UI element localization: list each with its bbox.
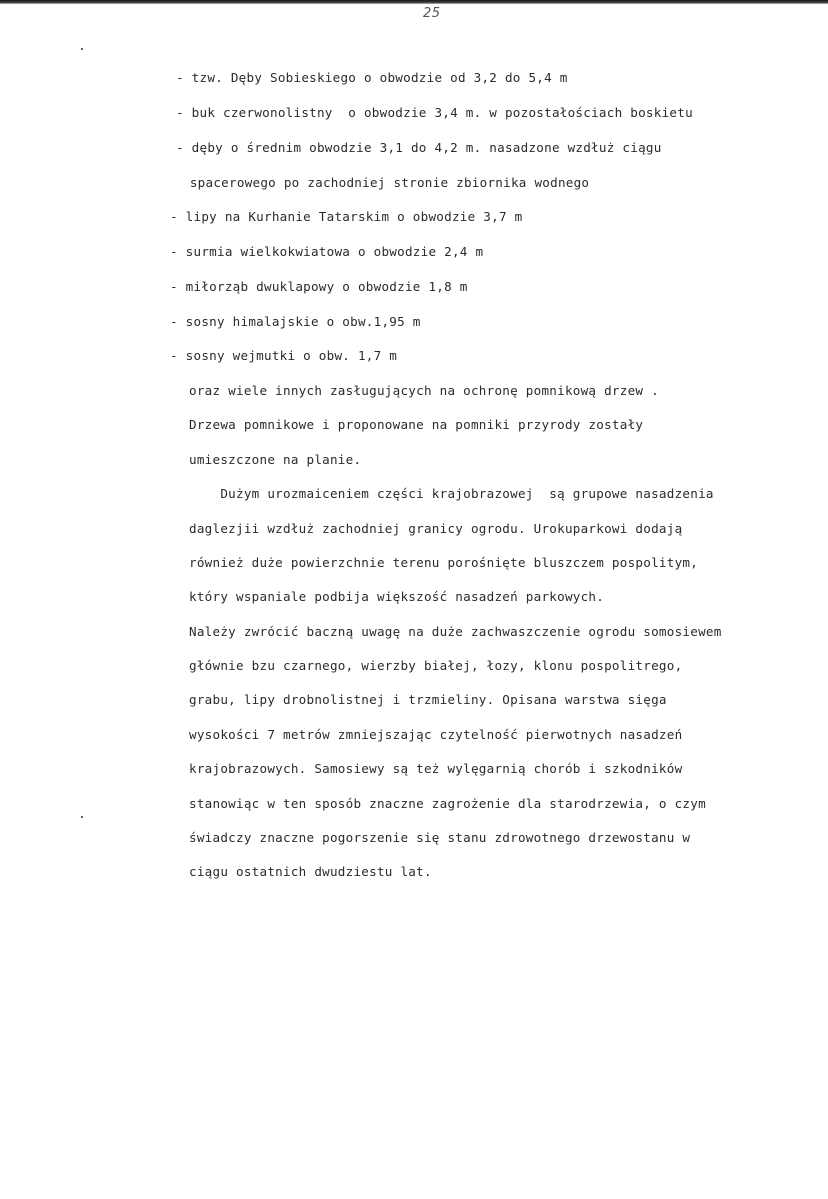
paragraph-line: umieszczone na planie. [189,452,362,467]
paragraph-line: również duże powierzchnie terenu porośnięte bluszczem pospolitym, [189,555,699,570]
list-item: - surmia wielkokwiatowa o obwodzie 2,4 m [170,244,484,259]
paragraph-line: Drzewa pomnikowe i proponowane na pomniki przyrody zostały [189,417,644,432]
scan-top-edge [0,0,828,4]
list-item: - buk czerwonolistny o obwodzie 3,4 m. w pozostałościach boskietu [176,105,693,120]
list-item: - lipy na Kurhanie Tatarskim o obwodzie 3,7 m [170,209,523,224]
paragraph-line: Dużym urozmaiceniem części krajobrazowej są grupowe nasadzenia [189,486,714,501]
list-item: - dęby o średnim obwodzie 3,1 do 4,2 m. nasadzone wzdłuż ciągu [176,140,662,155]
paragraph-line: który wspaniale podbija większość nasadzeń parkowych. [189,589,605,604]
paragraph-line: wysokości 7 metrów zmniejszając czytelność pierwotnych nasadzeń [189,727,683,742]
list-item-continuation: spacerowego po zachodniej stronie zbiornika wodnego [182,175,590,190]
list-item: - tzw. Dęby Sobieskiego o obwodzie od 3,2 do 5,4 m [176,70,568,85]
paragraph-line: daglezjii wzdłuż zachodniej granicy ogrodu. Urokuparkowi dodają [189,521,683,536]
list-item: - sosny wejmutki o obw. 1,7 m [170,348,398,363]
margin-speck [81,48,83,50]
paragraph-line: ciągu ostatnich dwudziestu lat. [189,864,432,879]
list-item: - sosny himalajskie o obw.1,95 m [170,314,421,329]
paragraph-line: głównie bzu czarnego, wierzby białej, łozy, klonu pospolitrego, [189,658,683,673]
paragraph-line: krajobrazowych. Samosiewy są też wylęgarnią chorób i szkodników [189,761,683,776]
paragraph-line: Należy zwrócić baczną uwagę na duże zachwaszczenie ogrodu somosiewem [189,624,722,639]
paragraph-line: stanowiąc w ten sposób znaczne zagrożenie dla starodrzewia, o czym [189,796,706,811]
list-item: - miłorząb dwuklapowy o obwodzie 1,8 m [170,279,468,294]
paragraph-line: świadczy znaczne pogorszenie się stanu zdrowotnego drzewostanu w [189,830,691,845]
paragraph-line: oraz wiele innych zasługujących na ochronę pomnikową drzew . [189,383,659,398]
margin-speck [81,816,83,818]
paragraph-line: grabu, lipy drobnolistnej i trzmieliny. Opisana warstwa sięga [189,692,667,707]
page-number: 25 [423,6,441,21]
